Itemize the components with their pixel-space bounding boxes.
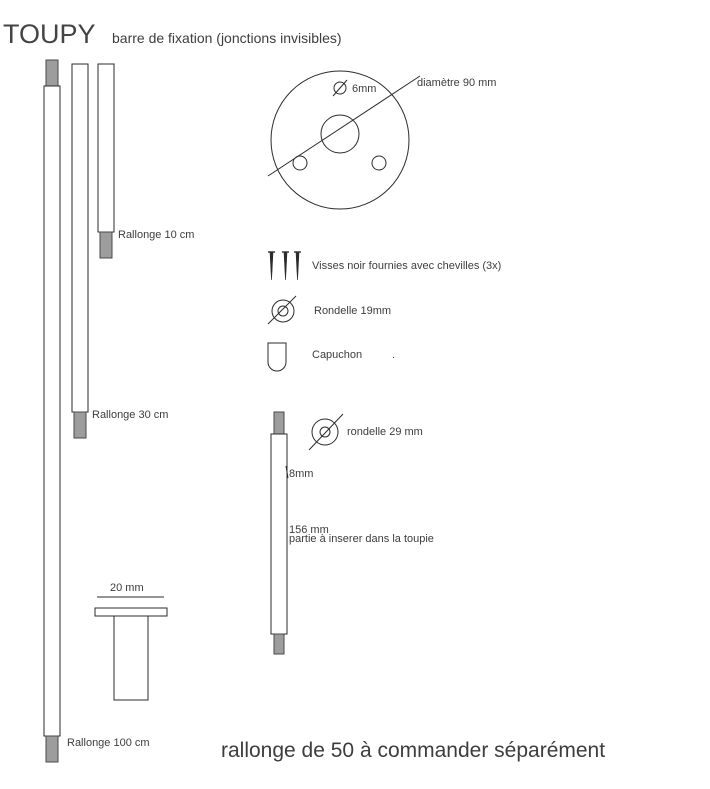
plate-diameter-label: diamètre 90 mm — [417, 77, 497, 89]
product-subtitle: barre de fixation (jonctions invisibles) — [112, 30, 342, 46]
end-fitting-flange — [95, 608, 167, 616]
connector-length-label: 156 mm — [289, 524, 329, 536]
washer-29mm-icon — [309, 414, 343, 450]
base-plate-center-hole — [321, 115, 359, 153]
rod-100-bottom-insert — [46, 736, 58, 762]
product-title: TOUPY — [3, 19, 96, 49]
connector-insert-label: partie à inserer dans la toupie — [289, 533, 434, 545]
stray-mark: . — [392, 349, 396, 361]
rod-30cm — [72, 64, 88, 438]
base-plate-outline — [271, 71, 409, 209]
screws-label: Visses noir fournies avec chevilles (3x) — [312, 260, 502, 272]
cap-icon — [268, 343, 286, 371]
pin-width-label: 8mm — [289, 468, 314, 480]
rod-10-body — [98, 64, 114, 232]
rod-100-top-insert — [46, 60, 58, 86]
end-fitting-width-label: 20 mm — [110, 582, 144, 594]
connector-body — [271, 434, 287, 634]
connector-bottom-insert — [274, 634, 284, 654]
washer-19mm-icon — [268, 296, 296, 324]
footer-note: rallonge de 50 à commander séparément — [221, 739, 606, 762]
base-plate — [268, 71, 420, 209]
hole-diameter-label: 6mm — [352, 83, 377, 95]
washer-29mm-label: rondelle 29 mm — [347, 426, 423, 438]
rod-100-label: Rallonge 100 cm — [67, 737, 150, 749]
base-plate-screw-hole-right — [372, 156, 386, 170]
screws-icon — [268, 252, 301, 280]
rod-10cm — [98, 64, 114, 258]
cap-label: Capuchon — [312, 349, 363, 361]
rod-100cm — [44, 60, 60, 762]
connector-top-insert — [274, 412, 284, 434]
rod-30-label: Rallonge 30 cm — [92, 409, 169, 421]
rod-10-bottom-insert — [100, 232, 112, 258]
rod-30-body — [72, 64, 88, 412]
rod-30-bottom-insert — [74, 412, 86, 438]
washer-19mm-label: Rondelle 19mm — [314, 305, 392, 317]
rod-100-body — [44, 86, 60, 736]
end-fitting-body — [114, 616, 148, 700]
rod-10-label: Rallonge 10 cm — [118, 229, 195, 241]
connector-pin — [271, 412, 288, 654]
diameter-symbol-icon — [333, 80, 347, 96]
